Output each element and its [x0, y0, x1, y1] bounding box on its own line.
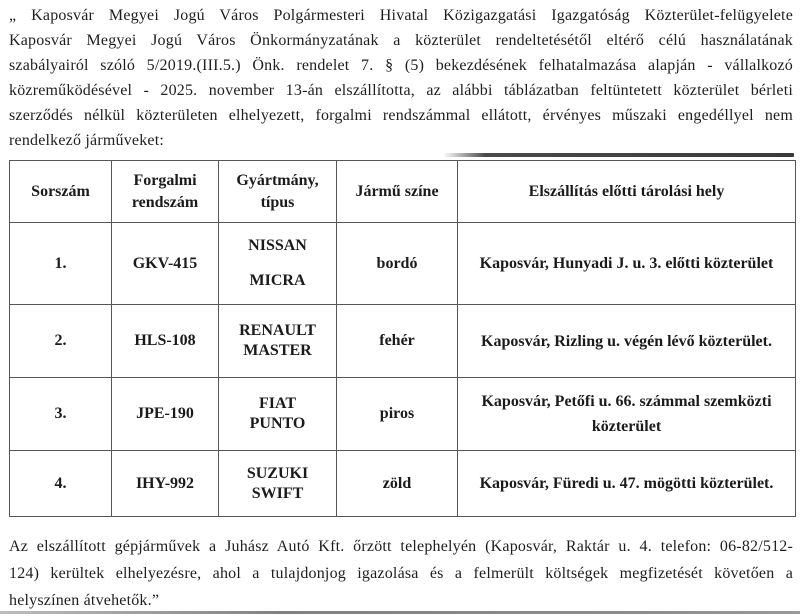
header-tarolasi-hely: Elszállítás előtti tárolási hely	[458, 161, 796, 223]
closing-line-2: 124) kerültek elhelyezésre, ahol a tulajdonjog igazolása és a felmerült költségek megfizetését követően a	[9, 565, 793, 582]
table-row	[10, 223, 796, 305]
intro-line-2: Kaposvár Megyei Jogú Város Önkormányzatának a közterület rendeltetésétől eltérő célú használatának	[9, 32, 793, 49]
header-forgalmi-rendszam: Forgalmi rendszám	[112, 161, 219, 223]
vehicle-make: SUZUKI	[246, 464, 309, 482]
vehicle-make: FIAT	[258, 395, 297, 412]
intro-paragraph	[9, 3, 793, 153]
cell-color: piros	[337, 378, 458, 451]
cell-plate: GKV-415	[112, 223, 219, 305]
cell-color: zöld	[337, 451, 458, 517]
header-sorszam: Sorszám	[10, 161, 112, 223]
table-header-row	[10, 161, 796, 223]
cell-color: bordó	[337, 223, 458, 305]
vehicle-make: NISSAN	[248, 237, 307, 254]
table-row	[10, 305, 796, 378]
intro-line-1: „ Kaposvár Megyei Jogú Város Polgármesteri Hivatal Közigazgatási Igazgatóság Közterület-felügyelete	[9, 7, 793, 24]
vehicle-model: MICRA	[249, 272, 306, 289]
cell-location: Kaposvár, Rizling u. végén lévő közterület.	[458, 305, 796, 378]
closing-paragraph	[9, 533, 793, 614]
cell-plate: HLS-108	[112, 305, 219, 378]
table-row	[10, 378, 796, 451]
cell-make-model	[219, 451, 337, 517]
cell-num: 3.	[10, 378, 112, 451]
vehicle-model: SWIFT	[251, 484, 304, 502]
document-page	[9, 3, 793, 614]
cell-color: fehér	[337, 305, 458, 378]
intro-line-4: közreműködésével - 2025. november 13-án elszállította, az alábbi táblázatban feltüntetett közterület bérleti	[9, 82, 793, 99]
header-jarmu-szine: Jármű színe	[337, 161, 458, 223]
cell-make-model	[219, 305, 337, 378]
header-gyartmany-tipus: Gyártmány, típus	[219, 161, 337, 223]
closing-line-3: helyszínen átvehetők.”	[9, 592, 160, 609]
vehicle-model: MASTER	[243, 342, 312, 359]
cell-location: Kaposvár, Petőfi u. 66. számmal szemközti közterület	[458, 378, 796, 451]
cell-location: Kaposvár, Füredi u. 47. mögötti közterület.	[458, 451, 796, 517]
scan-artifact-top-line	[443, 153, 794, 157]
cell-plate: IHY-992	[112, 451, 219, 517]
scan-artifact-bottom-line	[0, 611, 800, 614]
vehicle-make: RENAULT	[239, 322, 316, 339]
cell-plate: JPE-190	[112, 378, 219, 451]
intro-line-3: szabályairól szóló 5/2019.(III.5.) Önk. rendelet 7. § (5) bekezdésének felhatalmazása alapján - vállalkozó	[9, 57, 793, 74]
cell-num: 4.	[10, 451, 112, 517]
vehicle-model: PUNTO	[249, 415, 306, 432]
cell-make-model	[219, 223, 337, 305]
intro-line-5: szerződés nélkül közterületen elhelyezett, forgalmi rendszámmal ellátott, érvényes műszaki engedéllyel nem	[9, 107, 793, 124]
cell-location: Kaposvár, Hunyadi J. u. 3. előtti közterület	[458, 223, 796, 305]
closing-line-1: Az elszállított gépjárművek a Juhász Autó Kft. őrzött telephelyén (Kaposvár, Raktár u. 4. telefon: 06-82/512-	[9, 538, 793, 555]
table-row	[10, 451, 796, 517]
cell-num: 1.	[10, 223, 112, 305]
cell-make-model	[219, 378, 337, 451]
cell-num: 2.	[10, 305, 112, 378]
intro-line-6: rendelkező járműveket:	[9, 132, 164, 149]
vehicles-table	[9, 160, 796, 517]
